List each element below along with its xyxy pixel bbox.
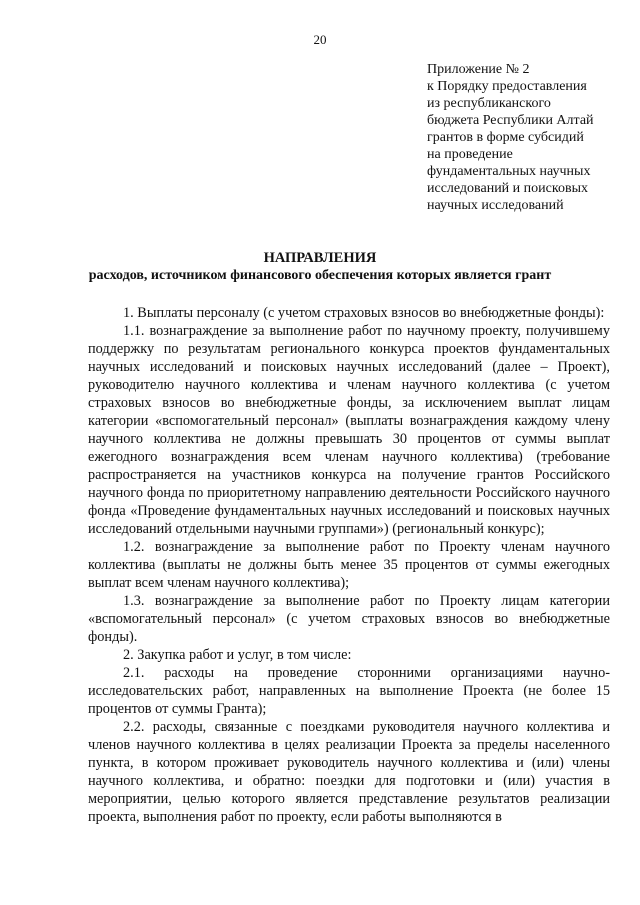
paragraph: 1.2. вознаграждение за выполнение работ по Проекту членам научного коллектива (выплаты не должны быть менее 35 процентов от суммы ежегодных выплат всем членам научного коллектива); bbox=[88, 539, 610, 591]
appendix-line: грантов в форме субсидий bbox=[427, 130, 584, 145]
document-subtitle: расходов, источником финансового обеспечения которых является грант bbox=[88, 268, 552, 283]
paragraph: 1. Выплаты персоналу (с учетом страховых взносов во внебюджетные фонды): bbox=[123, 305, 605, 321]
appendix-line: Приложение № 2 bbox=[427, 62, 530, 77]
paragraph: 2. Закупка работ и услуг, в том числе: bbox=[123, 647, 352, 663]
appendix-line: исследований и поисковых bbox=[427, 181, 588, 196]
document-title: НАПРАВЛЕНИЯ bbox=[263, 250, 377, 266]
appendix-line: к Порядку предоставления bbox=[427, 79, 587, 94]
paragraph: 1.1. вознаграждение за выполнение работ по научному проекту, получившему поддержку по результатам регионального конкурса проектов фундаментальных научных исследований и поисковых научных исследований (далее – Проект), руководителю научного коллектива и членам научного коллектива (с учетом страховых взносов во внебюджетные фонды, за исключением выплат лицам категории «вспомогательный персонал» (выплаты вознаграждения каждому члену научного коллектива не должны превышать 30 процентов от суммы выплат ежегодного вознаграждения всем членам научного коллектива) (требование распространяется на участников конкурса на получение грантов Российского научного фонда по приоритетному направлению деятельности Российского научного фонда «Проведение фундаментальных научных исследований и поисковых научных исследований отдельными научными группами») (региональный конкурс); bbox=[88, 323, 610, 537]
body-text bbox=[88, 304, 610, 826]
appendix-line: фундаментальных научных bbox=[427, 164, 591, 179]
appendix-line: на проведение bbox=[427, 147, 513, 162]
appendix-line: из республиканского bbox=[427, 96, 551, 111]
page-number: 20 bbox=[313, 32, 327, 47]
paragraph: 2.1. расходы на проведение сторонними организациями научно-исследовательских работ, направленных на выполнение Проекта (не более 15 процентов от суммы Гранта); bbox=[88, 665, 610, 717]
paragraph: 1.3. вознаграждение за выполнение работ по Проекту лицам категории «вспомогательный персонал» (с учетом страховых взносов во внебюджетные фонды). bbox=[88, 593, 610, 645]
appendix-block bbox=[427, 61, 627, 214]
paragraph: 2.2. расходы, связанные с поездками руководителя научного коллектива и членов научного коллектива в целях реализации Проекта за пределы населенного пункта, в котором проживает руководитель научного коллектива и (или) члены научного коллектива, и обратно: поездки для подготовки и (или) участия в мероприятии, целью которого является представление результатов реализации проекта, выполнения работ по проекту, если работы выполняются в bbox=[88, 719, 610, 825]
appendix-line: бюджета Республики Алтай bbox=[427, 113, 594, 128]
appendix-line: научных исследований bbox=[427, 198, 564, 213]
